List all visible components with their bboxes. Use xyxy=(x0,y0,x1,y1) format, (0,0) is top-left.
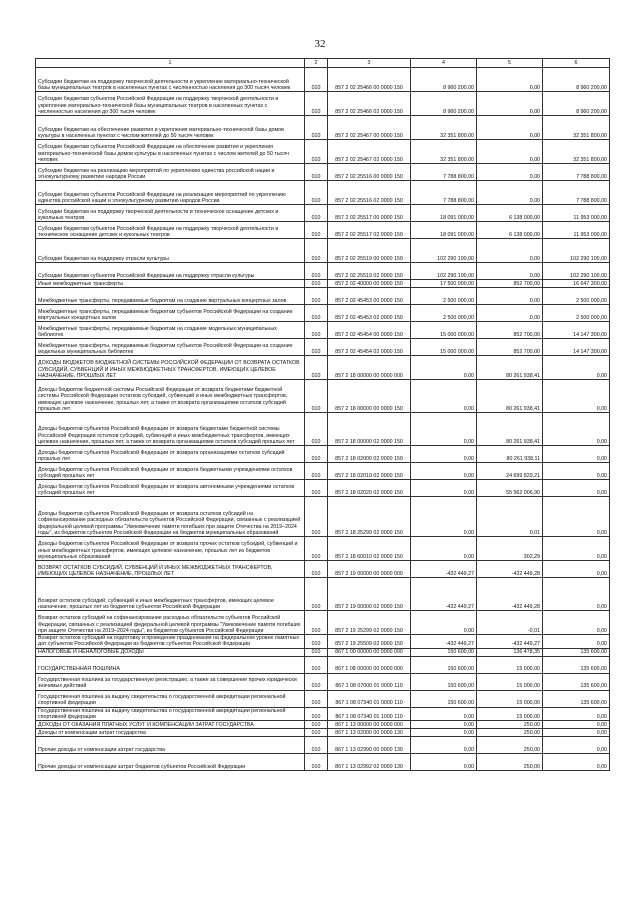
row-name: Доходы бюджетов субъектов Российской Федерации от возврата остатков субсидий на софинансирование расходных обязательств субъектов Российской Федерации, связанных с реализацией федеральной целевой программы "Увековечение памяти погибших при защите Отечества на 2019–2024 годы", из бюджетов субъектов Российской Федерации на бюджетов муниципальных образований xyxy=(36,497,305,537)
row-classification-code: 857 2 02 25517 02 0000 150 xyxy=(328,222,411,239)
row-name: Прочие доходы от компенсации затрат бюджетов субъектов Российской Федерации xyxy=(36,754,305,771)
row-unexecuted-amount: 8 960 200,00 xyxy=(543,68,610,92)
row-classification-code: 867 1 08 07000 01 0000 110 xyxy=(328,673,411,690)
row-approved-amount: 32 351 800,00 xyxy=(411,116,477,140)
row-executed-amount: 250,00 xyxy=(477,737,543,754)
row-executed-amount: 250,00 xyxy=(477,721,543,729)
row-executed-amount: 136 478,35 xyxy=(477,648,543,656)
table-row xyxy=(36,673,610,690)
row-classification-code: 857 2 19 00000 02 0000 150 xyxy=(328,578,411,611)
row-unexecuted-amount: 135 600,00 xyxy=(543,690,610,707)
row-name: Субсидии бюджетам на поддержку отрасли культуры xyxy=(36,239,305,263)
row-approved-amount: 7 788 800,00 xyxy=(411,181,477,205)
row-executed-amount: 852 700,00 xyxy=(477,322,543,339)
row-line-code: 010 xyxy=(305,648,328,656)
row-line-code: 010 xyxy=(305,578,328,611)
row-name: Возврат остатков субсидий, субвенций и иных межбюджетных трансфертов, имеющих целевое назначение, прошлых лет из бюджетов субъектов Российской Федерации xyxy=(36,578,305,611)
row-line-code: 010 xyxy=(305,68,328,92)
row-name: НАЛОГОВЫЕ И НЕНАЛОГОВЫЕ ДОХОДЫ xyxy=(36,648,305,656)
row-classification-code: 857 2 02 40000 00 0000 150 xyxy=(328,280,411,288)
row-approved-amount: 102 290 100,00 xyxy=(411,239,477,263)
column-number-row xyxy=(36,59,610,68)
row-unexecuted-amount: 0,00 xyxy=(543,446,610,463)
row-line-code: 010 xyxy=(305,116,328,140)
row-classification-code: 857 2 18 60010 02 0000 150 xyxy=(328,537,411,561)
row-name: Межбюджетные трансферты, передаваемые бюджетам субъектов Российской Федерации на создание модельных муниципальных библиотек xyxy=(36,339,305,356)
row-line-code: 010 xyxy=(305,205,328,222)
row-approved-amount: 2 500 000,00 xyxy=(411,305,477,322)
row-unexecuted-amount: 135 600,00 xyxy=(543,656,610,673)
row-approved-amount: -432 449,27 xyxy=(411,635,477,649)
row-name: Доходы бюджетов субъектов Российской Федерации от возврата бюджетами бюджетной системы Российской Федерации остатков субсидий, субвенций и иных межбюджетных трансфертов, имеющих целевое назначение, прошлых лет, а также от возврата организациями остатков субсидий прошлых лет xyxy=(36,413,305,446)
row-classification-code: 867 1 13 02990 00 0000 130 xyxy=(328,737,411,754)
row-executed-amount: 0,00 xyxy=(477,181,543,205)
row-classification-code: 857 2 19 00000 00 0000 000 xyxy=(328,561,411,578)
table-row xyxy=(36,413,610,446)
row-classification-code: 857 2 18 00000 00 0000 000 xyxy=(328,356,411,380)
row-approved-amount: 0,00 xyxy=(411,611,477,635)
row-unexecuted-amount: 16 647 300,00 xyxy=(543,280,610,288)
table-row xyxy=(36,339,610,356)
row-executed-amount: 0,00 xyxy=(477,68,543,92)
row-approved-amount: 8 960 200,00 xyxy=(411,92,477,116)
row-unexecuted-amount: 0,00 xyxy=(543,611,610,635)
row-line-code: 010 xyxy=(305,754,328,771)
row-name: Государственная пошлина за выдачу свидетельства о государственной аккредитации региональной спортивной федерации xyxy=(36,707,305,721)
row-executed-amount: 6 138 000,00 xyxy=(477,222,543,239)
row-classification-code: 857 2 02 45453 02 0000 150 xyxy=(328,305,411,322)
table-row xyxy=(36,263,610,280)
row-executed-amount: 0,00 xyxy=(477,164,543,181)
row-classification-code: 857 2 18 00000 02 0000 150 xyxy=(328,413,411,446)
row-classification-code: 857 2 02 25466 00 0000 150 xyxy=(328,68,411,92)
row-classification-code: 857 2 02 25467 00 0000 150 xyxy=(328,116,411,140)
row-approved-amount: 18 091 000,00 xyxy=(411,205,477,222)
row-name: Субсидии бюджетам субъектов Российской Федерации на поддержку отрасли культуры xyxy=(36,263,305,280)
row-unexecuted-amount: 11 953 000,00 xyxy=(543,222,610,239)
row-executed-amount: 15 000,00 xyxy=(477,673,543,690)
table-row xyxy=(36,140,610,164)
row-executed-amount: 15 000,00 xyxy=(477,690,543,707)
row-unexecuted-amount: 0,00 xyxy=(543,537,610,561)
row-classification-code: 857 2 18 02010 02 0000 150 xyxy=(328,463,411,480)
row-line-code: 010 xyxy=(305,413,328,446)
row-classification-code: 857 2 18 25299 02 0000 150 xyxy=(328,497,411,537)
column-header: 6 xyxy=(543,59,610,68)
row-unexecuted-amount: 135 600,00 xyxy=(543,648,610,656)
table-row xyxy=(36,729,610,737)
row-line-code: 010 xyxy=(305,635,328,649)
row-approved-amount: 0,00 xyxy=(411,729,477,737)
row-executed-amount: 250,00 xyxy=(477,729,543,737)
row-unexecuted-amount: 0,00 xyxy=(543,480,610,497)
row-classification-code: 857 2 02 25466 02 0000 150 xyxy=(328,92,411,116)
row-classification-code: 867 1 08 07340 01 0000 110 xyxy=(328,690,411,707)
row-approved-amount: 0,00 xyxy=(411,497,477,537)
table-row xyxy=(36,305,610,322)
row-approved-amount: 8 960 200,00 xyxy=(411,68,477,92)
row-approved-amount: 0,00 xyxy=(411,707,477,721)
row-unexecuted-amount: 0,00 xyxy=(543,356,610,380)
row-line-code: 010 xyxy=(305,611,328,635)
row-approved-amount: 0,00 xyxy=(411,480,477,497)
row-line-code: 010 xyxy=(305,356,328,380)
row-unexecuted-amount: 0,00 xyxy=(543,380,610,413)
row-line-code: 010 xyxy=(305,561,328,578)
row-line-code: 010 xyxy=(305,463,328,480)
row-classification-code: 867 1 00 00000 00 0000 000 xyxy=(328,648,411,656)
row-unexecuted-amount: 32 351 800,00 xyxy=(543,116,610,140)
row-classification-code: 857 2 18 02020 02 0000 150 xyxy=(328,480,411,497)
row-unexecuted-amount: 0,00 xyxy=(543,707,610,721)
row-name: Прочие доходы от компенсации затрат государства xyxy=(36,737,305,754)
row-name: Доходы бюджетов субъектов Российской Федерации от возврата прочих остатков субсидий, субвенций и иных межбюджетных трансфертов, имеющих целевое назначение, прошлых лет из бюджетов муниципальных образований xyxy=(36,537,305,561)
row-executed-amount: 0,00 xyxy=(477,263,543,280)
row-executed-amount: 250,00 xyxy=(477,754,543,771)
row-classification-code: 857 2 02 25517 00 0000 150 xyxy=(328,205,411,222)
row-unexecuted-amount: 32 351 800,00 xyxy=(543,140,610,164)
column-header: 4 xyxy=(411,59,477,68)
row-name: Государственная пошлина за государственную регистрацию, а также за совершение прочих юридически значимых действий xyxy=(36,673,305,690)
row-classification-code: 857 2 19 25299 02 0000 150 xyxy=(328,611,411,635)
row-unexecuted-amount: 11 953 000,00 xyxy=(543,205,610,222)
row-executed-amount: 0,00 xyxy=(477,288,543,305)
row-line-code: 010 xyxy=(305,537,328,561)
row-classification-code: 857 2 02 45453 00 0000 150 xyxy=(328,288,411,305)
row-approved-amount: 2 500 000,00 xyxy=(411,288,477,305)
row-name: ГОСУДАРСТВЕННАЯ ПОШЛИНА xyxy=(36,656,305,673)
table-row xyxy=(36,92,610,116)
row-unexecuted-amount: 14 147 300,00 xyxy=(543,322,610,339)
revenue-table xyxy=(35,58,610,771)
table-row xyxy=(36,280,610,288)
row-name: Субсидии бюджетам субъектов Российской Федерации на реализацию мероприятий по укреплению единства российской нации и этнокультурному развитию народов России xyxy=(36,181,305,205)
row-executed-amount: 0,00 xyxy=(477,116,543,140)
row-executed-amount: 80 261 938,41 xyxy=(477,380,543,413)
row-approved-amount: 0,00 xyxy=(411,463,477,480)
row-executed-amount: 80 261 938,11 xyxy=(477,446,543,463)
row-executed-amount: -432 449,28 xyxy=(477,561,543,578)
row-approved-amount: 32 351 800,00 xyxy=(411,140,477,164)
row-executed-amount: 0,01 xyxy=(477,497,543,537)
table-row xyxy=(36,611,610,635)
row-classification-code: 867 1 13 02992 02 0000 130 xyxy=(328,754,411,771)
row-line-code: 010 xyxy=(305,322,328,339)
row-line-code: 010 xyxy=(305,140,328,164)
table-row xyxy=(36,537,610,561)
page-number: 32 xyxy=(314,38,326,50)
row-unexecuted-amount: 2 500 000,00 xyxy=(543,305,610,322)
row-classification-code: 857 2 02 45454 00 0000 150 xyxy=(328,322,411,339)
row-approved-amount: 15 000 000,00 xyxy=(411,339,477,356)
row-unexecuted-amount: 0,00 xyxy=(543,497,610,537)
table-row xyxy=(36,578,610,611)
row-unexecuted-amount: 0,00 xyxy=(543,737,610,754)
row-approved-amount: -432 449,27 xyxy=(411,578,477,611)
table-row xyxy=(36,446,610,463)
row-line-code: 010 xyxy=(305,656,328,673)
row-name: Доходы бюджетов субъектов Российской Федерации от возврата автономными учреждениями остатков субсидий прошлых лет xyxy=(36,480,305,497)
row-unexecuted-amount: 2 500 000,00 xyxy=(543,288,610,305)
row-approved-amount: 17 500 000,00 xyxy=(411,280,477,288)
row-approved-amount: 150 600,00 xyxy=(411,673,477,690)
row-classification-code: 857 2 02 45454 02 0000 150 xyxy=(328,339,411,356)
row-line-code: 010 xyxy=(305,721,328,729)
table-row xyxy=(36,356,610,380)
row-executed-amount: -432 449,28 xyxy=(477,578,543,611)
row-approved-amount: 150 600,00 xyxy=(411,690,477,707)
row-executed-amount: 0,00 xyxy=(477,305,543,322)
row-name: Межбюджетные трансферты, передаваемые бюджетам субъектов Российской Федерации на создание виртуальных концертных залов xyxy=(36,305,305,322)
row-name: Субсидии бюджетам субъектов Российской Федерации на поддержку творческой деятельности и техническое оснащение детских и кукольных театров xyxy=(36,222,305,239)
row-line-code: 010 xyxy=(305,729,328,737)
row-name: Доходы бюджетов субъектов Российской Федерации от возврата бюджетными учреждениями остатков субсидий прошлых лет xyxy=(36,463,305,480)
table-row xyxy=(36,690,610,707)
row-line-code: 010 xyxy=(305,288,328,305)
row-unexecuted-amount: 0,00 xyxy=(543,463,610,480)
row-executed-amount: 0,00 xyxy=(477,239,543,263)
row-executed-amount: 6 138 000,00 xyxy=(477,205,543,222)
row-name: Доходы бюджетов бюджетной системы Российской Федерации от возврата бюджетами бюджетной системы Российской Федерации остатков субсидий, субвенций и иных межбюджетных трансфертов, имеющих целевое назначение, прошлых лет, а также от возврата организациями остатков субсидий прошлых лет xyxy=(36,380,305,413)
row-unexecuted-amount: 0,00 xyxy=(543,754,610,771)
row-name: Межбюджетные трансферты, передаваемые бюджетам на создание виртуальных концертных залов xyxy=(36,288,305,305)
row-name: Субсидии бюджетам на поддержку творческой деятельности и укрепление материально-технической базы муниципальных театров в населенных пунктах с численностью населения до 300 тысяч человек xyxy=(36,68,305,92)
row-approved-amount: 0,00 xyxy=(411,721,477,729)
row-unexecuted-amount: 14 147 300,00 xyxy=(543,339,610,356)
row-line-code: 010 xyxy=(305,339,328,356)
row-unexecuted-amount: 102 290 100,00 xyxy=(543,239,610,263)
row-name: Межбюджетные трансферты, передаваемые бюджетам на создание модельных муниципальных библиотек xyxy=(36,322,305,339)
row-line-code: 010 xyxy=(305,707,328,721)
table-row xyxy=(36,380,610,413)
row-approved-amount: 0,00 xyxy=(411,356,477,380)
row-approved-amount: 150 600,00 xyxy=(411,656,477,673)
row-line-code: 010 xyxy=(305,497,328,537)
row-approved-amount: 0,00 xyxy=(411,446,477,463)
table-row xyxy=(36,737,610,754)
row-name: Субсидии бюджетам субъектов Российской Федерации на поддержку творческой деятельности и укрепление материально-технической базы муниципальных театров в населенных пунктах с численностью населения до 300 тысяч человек xyxy=(36,92,305,116)
row-line-code: 010 xyxy=(305,673,328,690)
row-approved-amount: 102 290 100,00 xyxy=(411,263,477,280)
row-line-code: 010 xyxy=(305,380,328,413)
table-row xyxy=(36,205,610,222)
table-row xyxy=(36,721,610,729)
table-row xyxy=(36,463,610,480)
row-name: Государственная пошлина за выдачу свидетельства о государственной аккредитации региональной спортивной федерации xyxy=(36,690,305,707)
row-unexecuted-amount: 135 600,00 xyxy=(543,673,610,690)
row-classification-code: 867 1 13 00000 00 0000 000 xyxy=(328,721,411,729)
row-approved-amount: 0,00 xyxy=(411,737,477,754)
row-classification-code: 857 2 02 25467 02 0000 150 xyxy=(328,140,411,164)
table-row xyxy=(36,222,610,239)
row-line-code: 010 xyxy=(305,181,328,205)
row-approved-amount: 0,00 xyxy=(411,754,477,771)
row-name: Субсидии бюджетам на реализацию мероприятий по укреплению единства российской нации и этнокультурному развитию народов России xyxy=(36,164,305,181)
row-classification-code: 857 2 18 00000 00 0000 150 xyxy=(328,380,411,413)
row-name: ДОХОДЫ ОТ ОКАЗАНИЯ ПЛАТНЫХ УСЛУГ И КОМПЕНСАЦИИ ЗАТРАТ ГОСУДАРСТВА xyxy=(36,721,305,729)
row-unexecuted-amount: 0,00 xyxy=(543,635,610,649)
row-name: Субсидии бюджетам субъектов Российской Федерации на обеспечение развития и укрепления материально-технической базы домов культуры в населенных пунктах с числом жителей до 50 тысяч человек xyxy=(36,140,305,164)
row-executed-amount: 15 000,00 xyxy=(477,656,543,673)
row-classification-code: 867 1 08 00000 00 0000 000 xyxy=(328,656,411,673)
table-row xyxy=(36,656,610,673)
table-row xyxy=(36,707,610,721)
row-line-code: 010 xyxy=(305,446,328,463)
row-executed-amount: -0,01 xyxy=(477,611,543,635)
row-unexecuted-amount: 7 788 800,00 xyxy=(543,181,610,205)
row-unexecuted-amount: 102 290 100,00 xyxy=(543,263,610,280)
row-name: Иные межбюджетные трансферты xyxy=(36,280,305,288)
row-name: Возврат остатков субсидий на подготовку и проведение празднования на федеральном уровне памятных дат субъектов Российской Федерации из бюджетов субъектов Российской Федерации xyxy=(36,635,305,649)
row-classification-code: 857 2 02 25516 00 0000 150 xyxy=(328,164,411,181)
table-row xyxy=(36,635,610,649)
row-name: ВОЗВРАТ ОСТАТКОВ СУБСИДИЙ, СУБВЕНЦИЙ И ИНЫХ МЕЖБЮДЖЕТНЫХ ТРАНСФЕРТОВ, ИМЕЮЩИХ ЦЕЛЕВОЕ НАЗНАЧЕНИЕ, ПРОШЛЫХ ЛЕТ xyxy=(36,561,305,578)
row-approved-amount: 0,00 xyxy=(411,537,477,561)
row-unexecuted-amount: 0,00 xyxy=(543,578,610,611)
row-line-code: 010 xyxy=(305,239,328,263)
row-line-code: 010 xyxy=(305,480,328,497)
row-approved-amount: 15 000 000,00 xyxy=(411,322,477,339)
row-name: Субсидии бюджетам на обеспечение развития и укрепления материально-технической базы домов культуры в населенных пунктах с числом жителей до 50 тысяч человек xyxy=(36,116,305,140)
row-unexecuted-amount: 0,00 xyxy=(543,721,610,729)
row-name: Доходы от компенсации затрат государства xyxy=(36,729,305,737)
row-executed-amount: 24 699 829,21 xyxy=(477,463,543,480)
row-classification-code: 857 2 02 25519 00 0000 150 xyxy=(328,239,411,263)
column-header: 5 xyxy=(477,59,543,68)
table-row xyxy=(36,239,610,263)
table-row xyxy=(36,164,610,181)
row-executed-amount: 80 261 938,41 xyxy=(477,356,543,380)
row-line-code: 010 xyxy=(305,280,328,288)
table-row xyxy=(36,648,610,656)
table-row xyxy=(36,116,610,140)
row-executed-amount: 15 000,00 xyxy=(477,707,543,721)
column-header: 1 xyxy=(36,59,305,68)
row-classification-code: 857 2 02 25516 02 0000 150 xyxy=(328,181,411,205)
row-approved-amount: 150 600,00 xyxy=(411,648,477,656)
row-approved-amount: -432 449,27 xyxy=(411,561,477,578)
row-approved-amount: 0,00 xyxy=(411,380,477,413)
row-executed-amount: 0,00 xyxy=(477,92,543,116)
table-row xyxy=(36,754,610,771)
column-header: 2 xyxy=(305,59,328,68)
row-classification-code: 857 2 19 25509 02 0000 150 xyxy=(328,635,411,649)
row-line-code: 010 xyxy=(305,222,328,239)
row-name: Возврат остатков субсидий на софинансирование расходных обязательств субъектов Российской Федерации, связанных с реализацией федеральной целевой программы "Увековечение памяти погибших при защите Отечества на 2019–2024 годы", из бюджетов субъектов Российской Федерации xyxy=(36,611,305,635)
row-name: ДОХОДЫ БЮДЖЕТОВ БЮДЖЕТНОЙ СИСТЕМЫ РОССИЙСКОЙ ФЕДЕРАЦИИ ОТ ВОЗВРАТА ОСТАТКОВ СУБСИДИЙ, СУБВЕНЦИЙ И ИНЫХ МЕЖБЮДЖЕТНЫХ ТРАНСФЕРТОВ, ИМЕЮЩИХ ЦЕЛЕВОЕ НАЗНАЧЕНИЕ, ПРОШЛЫХ ЛЕТ xyxy=(36,356,305,380)
row-line-code: 010 xyxy=(305,263,328,280)
row-executed-amount: 852 700,00 xyxy=(477,280,543,288)
table-row xyxy=(36,561,610,578)
row-unexecuted-amount: 8 960 200,00 xyxy=(543,92,610,116)
row-unexecuted-amount: 0,00 xyxy=(543,413,610,446)
row-name: Доходы бюджетов субъектов Российской Федерации от возврата организациями остатков субсидий прошлых лет xyxy=(36,446,305,463)
table-row xyxy=(36,181,610,205)
row-unexecuted-amount: 0,00 xyxy=(543,729,610,737)
row-unexecuted-amount: 0,00 xyxy=(543,561,610,578)
table-row xyxy=(36,480,610,497)
table-row xyxy=(36,497,610,537)
row-line-code: 010 xyxy=(305,92,328,116)
row-executed-amount: 0,00 xyxy=(477,140,543,164)
row-unexecuted-amount: 7 788 800,00 xyxy=(543,164,610,181)
row-approved-amount: 18 091 000,00 xyxy=(411,222,477,239)
row-classification-code: 867 1 08 07340 01 1000 110 xyxy=(328,707,411,721)
table-row xyxy=(36,322,610,339)
row-executed-amount: 302,29 xyxy=(477,537,543,561)
row-line-code: 010 xyxy=(305,690,328,707)
row-executed-amount: 80 261 938,41 xyxy=(477,413,543,446)
row-name: Субсидии бюджетам на поддержку творческой деятельности и техническое оснащение детских и кукольных театров xyxy=(36,205,305,222)
row-line-code: 010 xyxy=(305,164,328,181)
row-line-code: 010 xyxy=(305,737,328,754)
row-approved-amount: 0,00 xyxy=(411,413,477,446)
row-approved-amount: 7 788 800,00 xyxy=(411,164,477,181)
table-row xyxy=(36,288,610,305)
row-executed-amount: 55 562 006,90 xyxy=(477,480,543,497)
row-classification-code: 867 1 13 02000 00 0000 130 xyxy=(328,729,411,737)
column-header: 3 xyxy=(328,59,411,68)
row-executed-amount: 852 700,00 xyxy=(477,339,543,356)
row-classification-code: 857 2 18 02000 02 0000 150 xyxy=(328,446,411,463)
row-executed-amount: -432 449,27 xyxy=(477,635,543,649)
row-line-code: 010 xyxy=(305,305,328,322)
table-row xyxy=(36,68,610,92)
row-classification-code: 857 2 02 25519 02 0000 150 xyxy=(328,263,411,280)
